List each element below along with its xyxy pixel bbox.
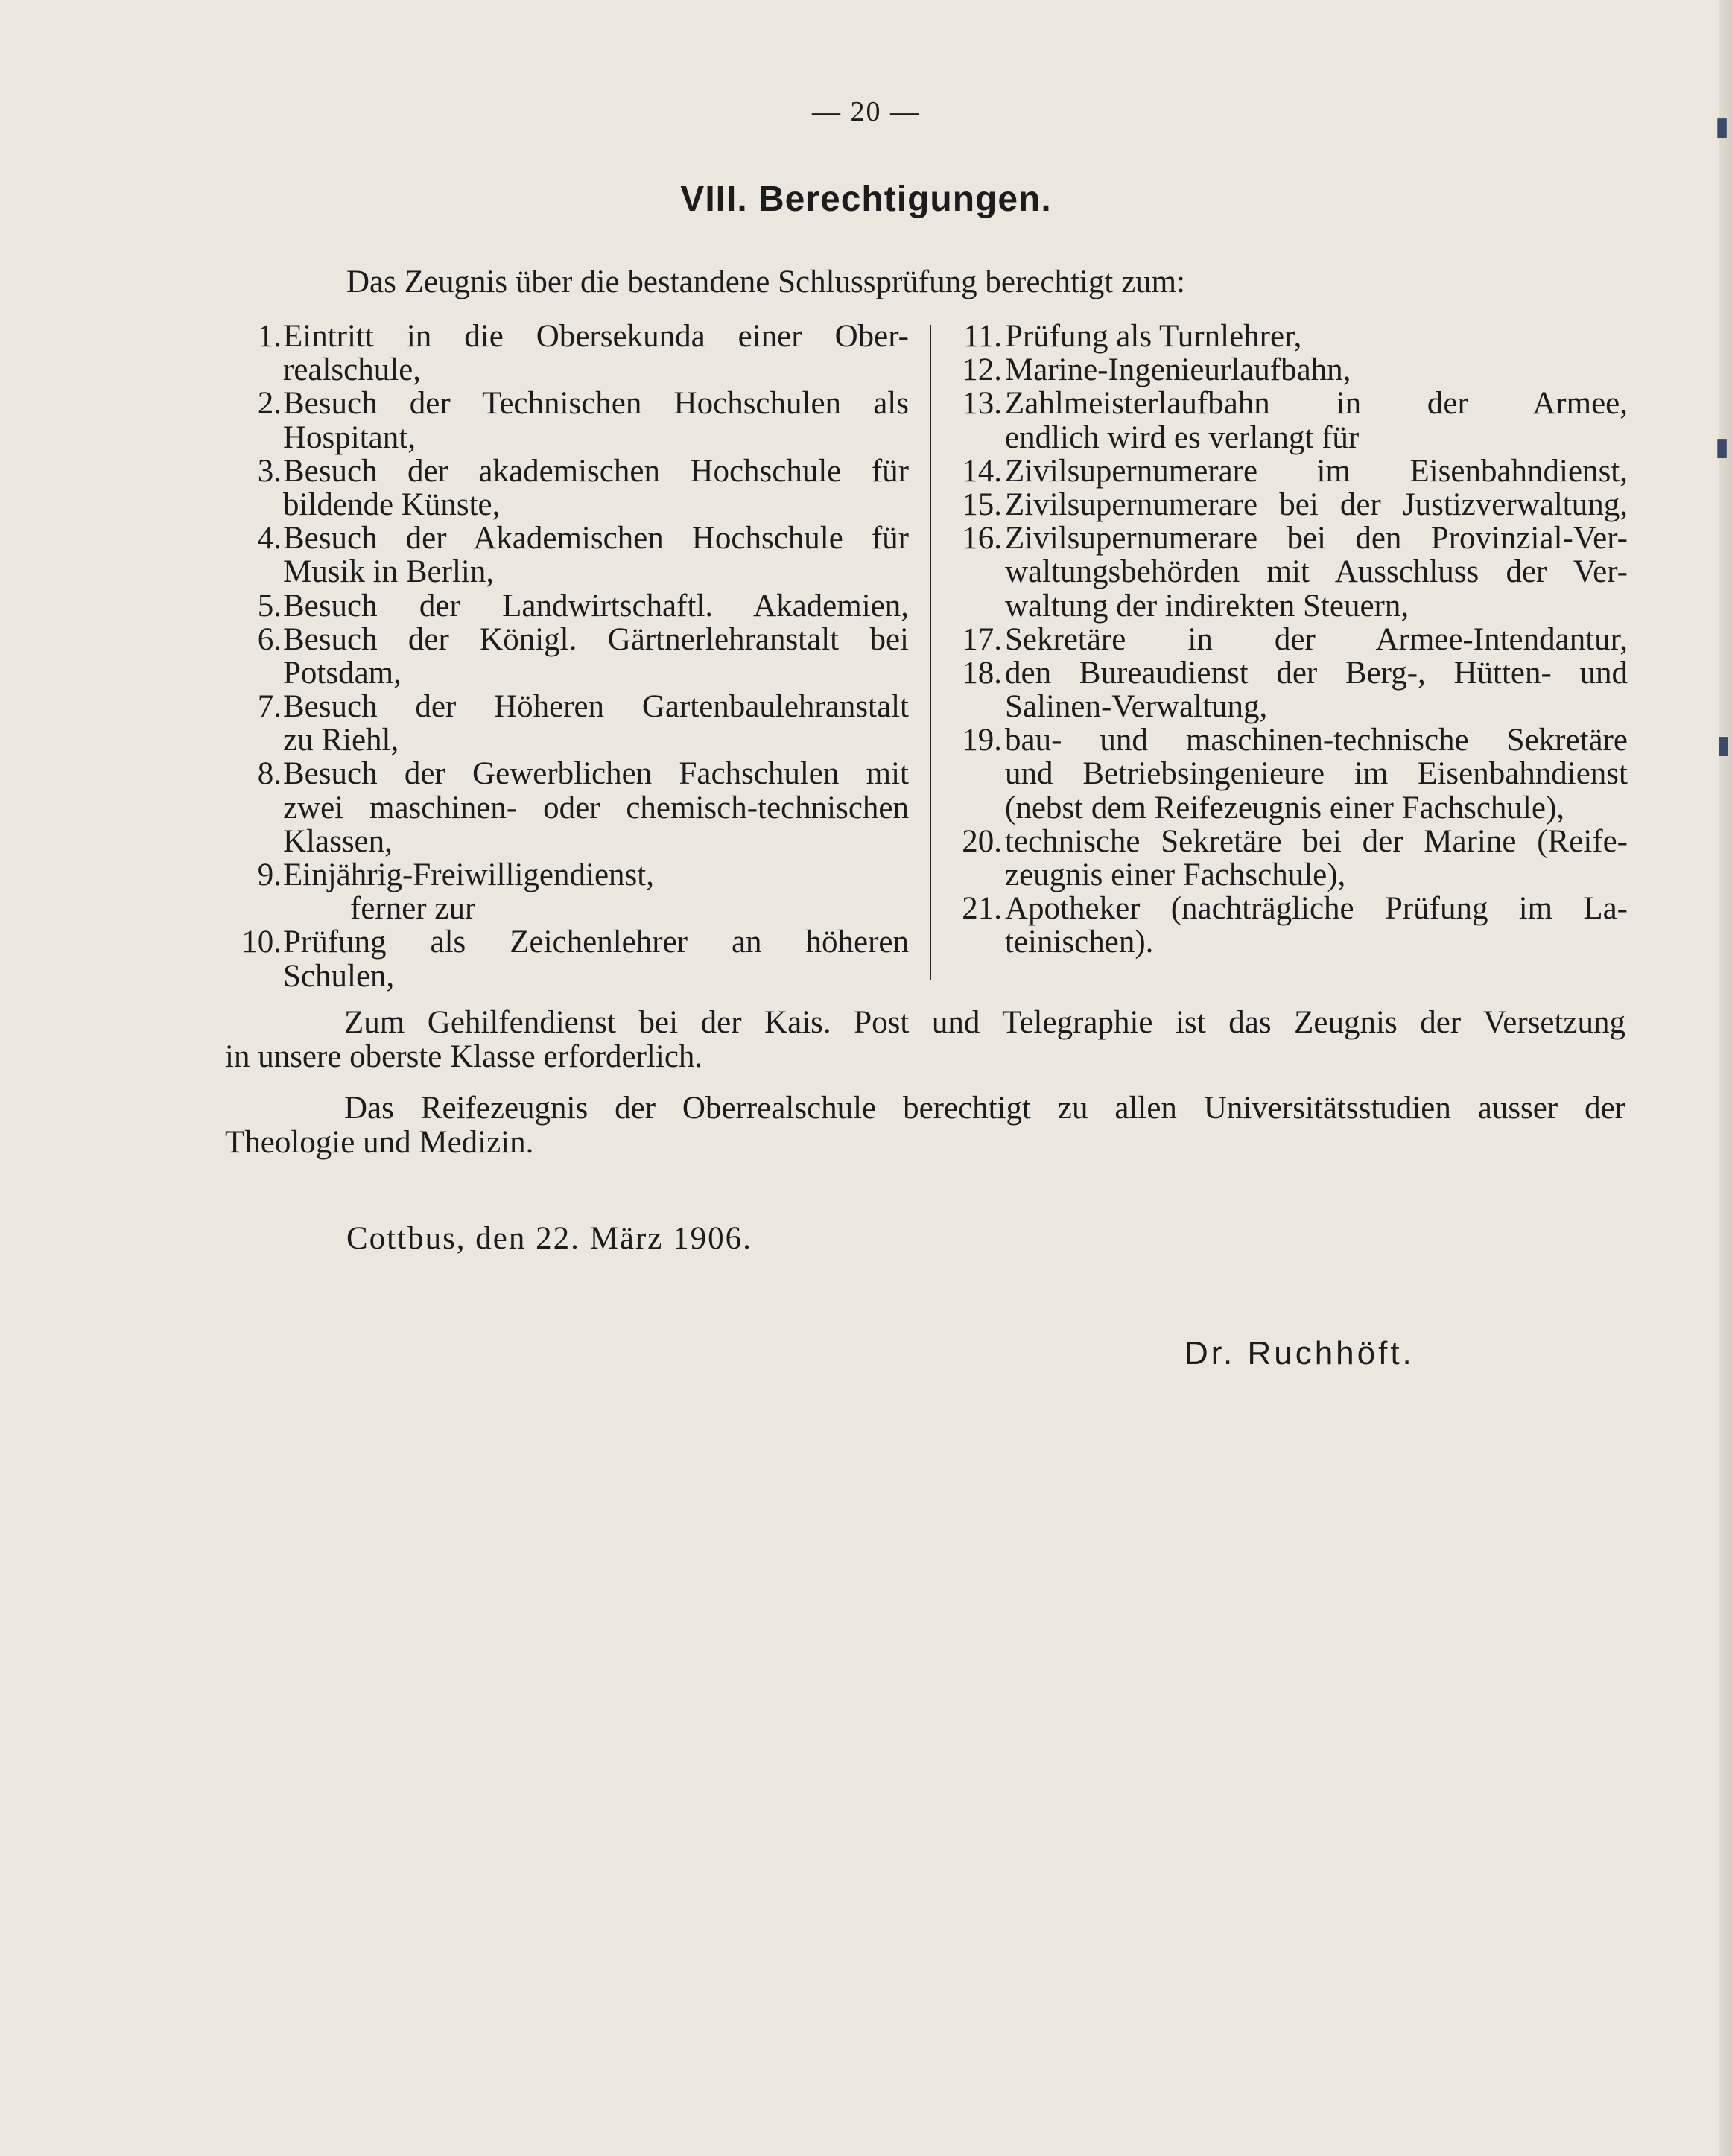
list-item-text: den Bureaudienst der Berg-, Hütten- und: [1005, 655, 1628, 691]
list-item-line: [231, 454, 909, 488]
list-item-number: 20.: [962, 823, 1002, 859]
list-item-line: [942, 454, 1628, 488]
list-item-text: Salinen-Verwaltung,: [1005, 689, 1268, 725]
post-line-2: in unsere oberste Klasse erforderlich.: [225, 1039, 703, 1074]
list-item-line: [231, 387, 909, 420]
list-item-line: [942, 791, 1628, 825]
list-item-text: Prüfung als Zeichenlehrer an höheren: [283, 925, 909, 960]
page-edge: [1719, 0, 1732, 2156]
list-item-text: waltung der indirekten Steuern,: [1005, 588, 1409, 624]
list-item-text: Besuch der Akademischen Hochschule für: [283, 521, 909, 557]
list-item-line: [942, 690, 1628, 723]
reife-paragraph: [225, 1091, 1625, 1160]
list-item-line: [231, 723, 909, 757]
list-item-text: realschule,: [283, 352, 422, 388]
reife-line-1: Das Reifezeugnis der Oberrealschule berechtigt zu allen Universitätsstudien ausser der: [344, 1091, 1625, 1126]
list-item-number: 13.: [962, 386, 1002, 422]
right-column: [942, 320, 1628, 960]
list-item-number: 15.: [962, 486, 1002, 522]
list-item-text: Zivilsupernumerare bei der Justizverwaltung,: [1005, 486, 1628, 522]
list-item-text: Zivilsupernumerare bei den Provinzial-Ver-: [1005, 521, 1628, 557]
intro-text: Das Zeugnis über die bestandene Schlussprüfung berechtigt zum:: [346, 264, 1186, 299]
list-item-text: Musik in Berlin,: [283, 554, 495, 590]
list-item-line: [231, 757, 909, 790]
list-item-line: [231, 690, 909, 723]
list-item-number: 4.: [257, 521, 282, 557]
list-item-line: [942, 623, 1628, 656]
list-item-line: [942, 925, 1628, 959]
list-item-text: Besuch der Gewerblichen Fachschulen mit: [283, 756, 909, 792]
list-item-text: waltungsbehörden mit Ausschluss der Ver-: [1005, 554, 1628, 590]
list-item-text: teinischen).: [1005, 925, 1154, 960]
list-item-text: Zivilsupernumerare im Eisenbahndienst,: [1005, 453, 1628, 489]
list-item-text: Schulen,: [283, 958, 395, 994]
list-item-line: [231, 925, 909, 959]
list-item-text: Besuch der akademischen Hochschule für: [283, 453, 909, 489]
list-item-number: 1.: [257, 319, 282, 354]
list-item-line: [942, 555, 1628, 589]
list-item-text: Eintritt in die Obersekunda einer Ober-: [283, 319, 909, 354]
list-item-line: [942, 757, 1628, 790]
list-item-number: 8.: [257, 756, 282, 792]
list-item-text: Prüfung als Turnlehrer,: [1005, 319, 1302, 354]
list-item-text: Klassen,: [283, 823, 393, 859]
list-item-number: 2.: [257, 386, 282, 422]
list-item-text: zwei maschinen- oder chemisch-technischen: [283, 790, 909, 825]
list-item-text: Marine-Ingenieurlaufbahn,: [1005, 352, 1351, 388]
list-item-number: 16.: [962, 521, 1002, 557]
list-item-text: Besuch der Landwirtschaftl. Akademien,: [283, 588, 909, 624]
list-item-line: [942, 387, 1628, 420]
list-item-line: [231, 960, 909, 993]
list-item-line: [231, 421, 909, 454]
list-item-text: endlich wird es verlangt für: [1005, 419, 1360, 455]
list-item-line: [231, 320, 909, 353]
reife-line-2: Theologie und Medizin.: [225, 1125, 534, 1160]
list-item-line: [942, 421, 1628, 454]
list-item-text: Apotheker (nachträgliche Prüfung im La-: [1005, 891, 1628, 927]
list-item-number: 9.: [257, 857, 282, 892]
list-item-line: [231, 892, 909, 925]
list-item-line: [231, 825, 909, 858]
list-item-line: [942, 589, 1628, 623]
binding-mark: ▮: [1715, 434, 1729, 461]
list-item-line: [231, 656, 909, 690]
list-item-line: [231, 623, 909, 656]
binding-mark: ▮: [1715, 113, 1729, 141]
list-item-line: [942, 488, 1628, 521]
list-item-line: [231, 589, 909, 623]
list-item-line: [942, 521, 1628, 555]
list-item-number: 21.: [962, 891, 1002, 927]
list-item-number: 10.: [241, 925, 282, 960]
list-item-text: Besuch der Höheren Gartenbaulehranstalt: [283, 689, 909, 725]
list-item-text: Besuch der Königl. Gärtnerlehranstalt bei: [283, 621, 909, 657]
list-item-text: ferner zur: [350, 891, 476, 927]
list-item-line: [942, 892, 1628, 925]
list-item-line: [231, 555, 909, 589]
list-item-text: zeugnis einer Fachschule),: [1005, 857, 1346, 892]
list-item-number: 3.: [257, 453, 282, 489]
column-divider: [930, 325, 931, 980]
list-item-text: Sekretäre in der Armee-Intendantur,: [1005, 621, 1628, 657]
list-item-number: 19.: [962, 723, 1002, 758]
list-item-number: 12.: [962, 352, 1002, 388]
list-item-text: Einjährig-Freiwilligendienst,: [283, 857, 654, 892]
list-item-line: [942, 320, 1628, 353]
list-item-line: [231, 791, 909, 825]
list-item-line: [231, 858, 909, 892]
list-item-text: Hospitant,: [283, 419, 416, 455]
post-line-1: Zum Gehilfendienst bei der Kais. Post und Telegraphie ist das Zeugnis der Versetzung: [344, 1005, 1625, 1040]
list-item-number: 18.: [962, 655, 1002, 691]
section-title: VIII. Berechtigungen.: [680, 180, 1052, 219]
signature: Dr. Ruchhöft.: [1184, 1335, 1415, 1372]
list-item-text: technische Sekretäre bei der Marine (Reife-: [1005, 823, 1628, 859]
list-item-text: und Betriebsingenieure im Eisenbahndienst: [1005, 756, 1628, 792]
post-paragraph: [225, 1006, 1625, 1074]
list-item-line: [231, 488, 909, 521]
list-item-number: 11.: [962, 319, 1002, 354]
list-item-text: Potsdam,: [283, 655, 402, 691]
list-item-line: [942, 353, 1628, 387]
list-item-number: 7.: [257, 689, 282, 725]
list-item-text: Zahlmeisterlaufbahn in der Armee,: [1005, 386, 1628, 422]
list-item-number: 14.: [962, 453, 1002, 489]
binding-mark: ▮: [1716, 732, 1731, 759]
list-item-number: 17.: [962, 621, 1002, 657]
place-date: Cottbus, den 22. März 1906.: [346, 1221, 752, 1256]
list-item-line: [942, 656, 1628, 690]
list-item-number: 5.: [257, 588, 282, 624]
list-item-line: [942, 825, 1628, 858]
list-item-line: [942, 858, 1628, 892]
list-item-line: [231, 521, 909, 555]
page-number: — 20 —: [812, 96, 920, 127]
list-item-line: [231, 353, 909, 387]
list-item-text: (nebst dem Reifezeugnis einer Fachschule),: [1005, 790, 1565, 825]
list-item-text: bildende Künste,: [283, 486, 501, 522]
list-item-text: zu Riehl,: [283, 723, 399, 758]
list-item-text: Besuch der Technischen Hochschulen als: [283, 386, 909, 422]
left-column: [231, 320, 909, 993]
list-item-line: [942, 723, 1628, 757]
list-item-number: 6.: [257, 621, 282, 657]
list-item-text: bau- und maschinen-technische Sekretäre: [1005, 723, 1628, 758]
